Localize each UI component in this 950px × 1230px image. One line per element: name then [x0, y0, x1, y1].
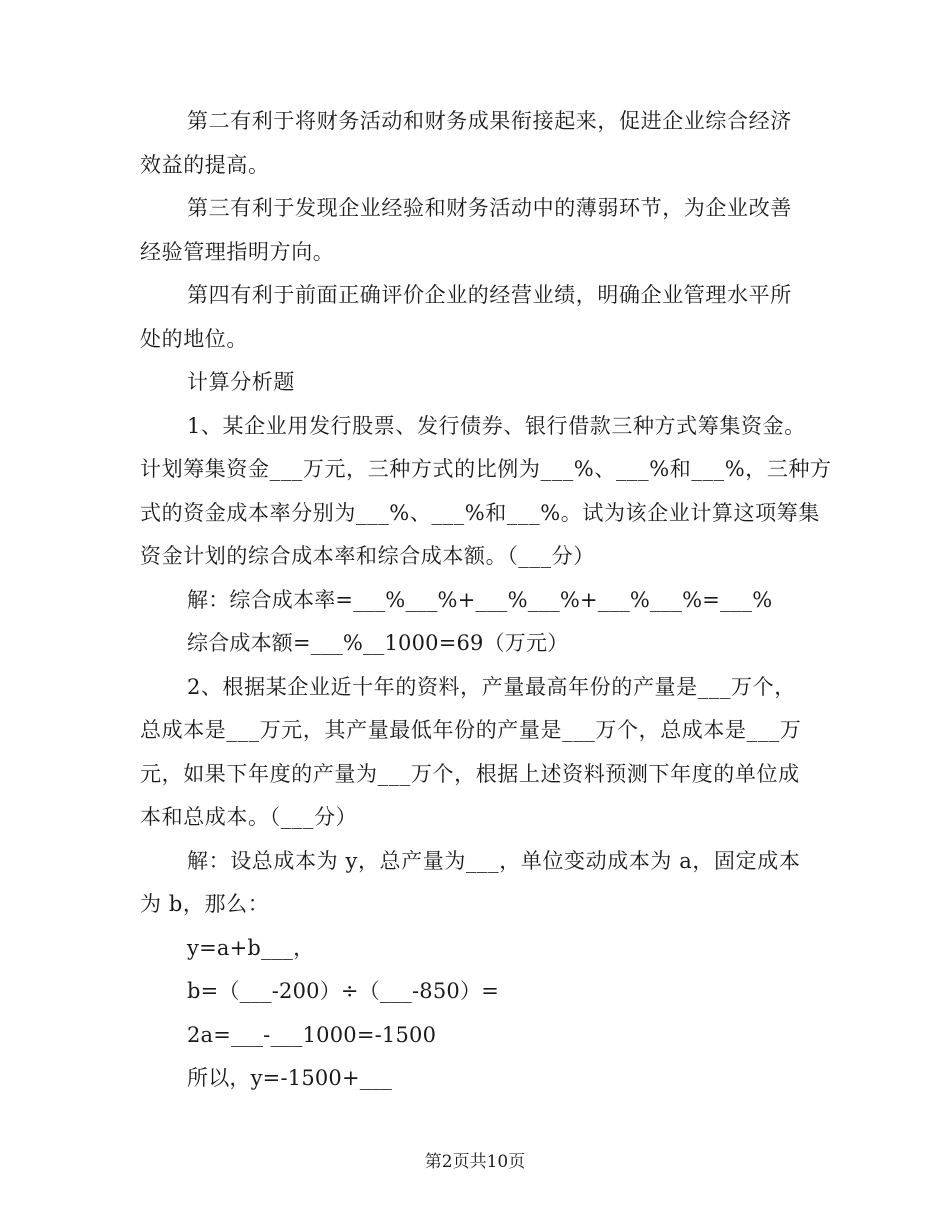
question-1-line-3: 式的资金成本率分别为___%、___%和___%。试为该企业计算这项筹集 [140, 501, 820, 525]
paragraph-line-1: 第二有利于将财务活动和财务成果衔接起来，促进企业综合经济 [187, 109, 792, 133]
solution-2-line-2: 为 b，那么： [140, 892, 270, 916]
question-1-line-1: 1、某企业用发行股票、发行债券、银行借款三种方式筹集资金。 [187, 414, 806, 438]
solution-1-amount: 综合成本额=___%__1000=69（万元） [187, 631, 569, 655]
section-heading: 计算分析题 [187, 370, 295, 394]
paragraph-line-6: 处的地位。 [140, 327, 248, 351]
question-2-line-2: 总成本是___万元，其产量最低年份的产量是___万个，总成本是___万 [140, 718, 802, 742]
question-1-line-2: 计划筹集资金___万元，三种方式的比例为___%、___%和___%，三种方 [140, 457, 832, 481]
question-1-line-4: 资金计划的综合成本率和综合成本额。（___分） [140, 544, 595, 568]
question-2-line-4: 本和总成本。（___分） [140, 805, 358, 829]
equation-line-4: 所以，y=-1500+___ [187, 1066, 392, 1090]
solution-1-rate: 解：综合成本率=___%___%+___%___%+___%___%=___% [187, 588, 773, 612]
question-2-line-1: 2、根据某企业近十年的资料，产量最高年份的产量是___万个， [187, 675, 796, 699]
paragraph-line-3: 第三有利于发现企业经验和财务活动中的薄弱环节，为企业改善 [187, 196, 792, 220]
equation-line-3: 2a=___-___1000=-1500 [187, 1023, 437, 1047]
paragraph-line-4: 经验管理指明方向。 [140, 240, 335, 264]
equation-line-1: y=a+b___， [187, 936, 315, 960]
question-2-line-3: 元，如果下年度的产量为___万个，根据上述资料预测下年度的单位成 [140, 762, 800, 786]
paragraph-line-2: 效益的提高。 [140, 153, 270, 177]
equation-line-2: b=（___-200）÷（___-850）= [187, 979, 499, 1003]
page-number-footer: 第2页共10页 [424, 1152, 526, 1172]
solution-2-line-1: 解：设总成本为 y，总产量为___，单位变动成本为 a，固定成本 [187, 849, 801, 873]
paragraph-line-5: 第四有利于前面正确评价企业的经营业绩，明确企业管理水平所 [187, 283, 792, 307]
